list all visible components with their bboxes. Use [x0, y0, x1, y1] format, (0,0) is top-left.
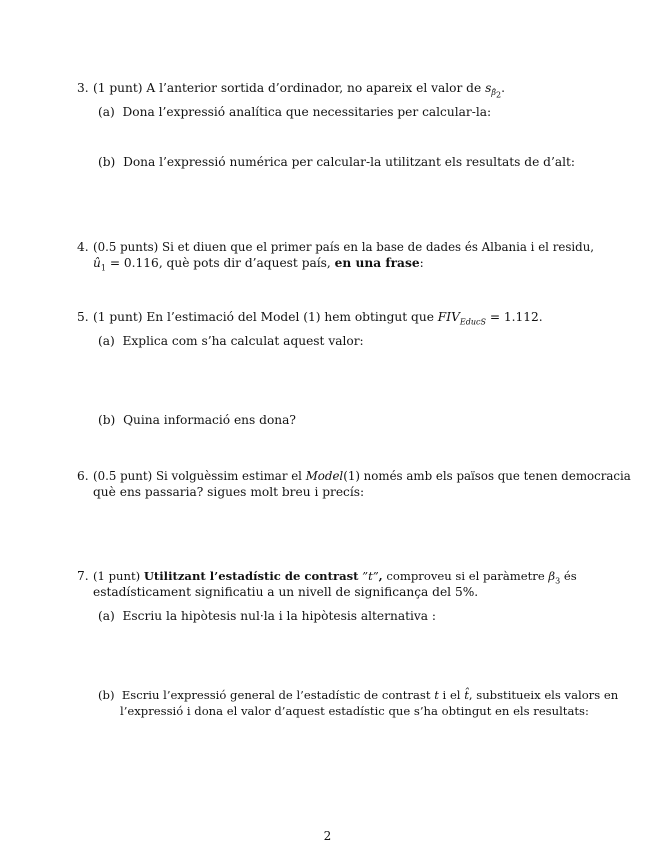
q6-model: Model [305, 469, 344, 483]
q3-number: 3. [77, 81, 89, 95]
q7-b-t: t [434, 688, 439, 702]
q3-statement [93, 81, 505, 101]
q7-number: 7. [77, 569, 89, 583]
q4-uhat: û [93, 256, 101, 270]
q4-line1: (0.5 punts) Si et diuen que el primer país en la base de dades és Albania i el residu, [93, 240, 595, 254]
q7-end: és [560, 569, 577, 583]
q7-b-and: i el [438, 688, 465, 702]
q3-b-label: (b) [98, 155, 116, 169]
q6-prefix: (0.5 punt) Si volguèssim estimar el [93, 469, 306, 483]
q7-b-pre: Escriu l’expressió general de l’estadístic de contrast [121, 688, 435, 702]
q6-number: 6. [77, 469, 89, 483]
q5-a-text: Explica com s’ha calculat aquest valor: [122, 334, 364, 348]
q6-model-arg: (1) [343, 469, 360, 483]
q7-a-text: Escriu la hipòtesis nul·la i la hipòtesis alternativa : [122, 609, 437, 623]
q3-b-text: Dona l’expressió numérica per calcular-la utilitzant els resultats de d’alt: [123, 155, 576, 169]
q7-b-line2: l’expressió i dona el valor d’aquest estadístic que s’ha obtingut en els resultats: [120, 704, 589, 718]
q3-a-text: Dona l’expressió analítica que necessitaries per calcular-la: [122, 105, 492, 119]
q7-b-post: , substitueix els valors en [468, 688, 619, 702]
q7-line1 [93, 569, 577, 584]
q7-mid: comproveu si el paràmetre [382, 569, 549, 583]
q5-a-label: (a) [98, 334, 115, 348]
q7-a [98, 609, 436, 624]
q5-fiv-sub: EducS [459, 317, 486, 327]
q6-suffix: només amb els països que tenen democracia [359, 469, 631, 483]
q3-a-label: (a) [98, 105, 115, 119]
q7-b-that: t̂ [464, 688, 469, 702]
q5-prefix: (1 punt) En l’estimació del Model (1) hem obtingut que [93, 310, 438, 324]
q4-end: : [419, 256, 424, 270]
q7-beta: β [548, 569, 556, 583]
q7-bold-comma: , [378, 569, 383, 583]
q5-b [98, 413, 296, 428]
q7-beta-sub: 3 [555, 576, 561, 586]
q4-line2 [93, 256, 424, 271]
q3-prefix: (1 punt) A l’anterior sortida d’ordinador, no apareix el valor de [93, 81, 486, 95]
q7-line2: estadísticament significatiu a un nivell de significança del 5%. [93, 585, 479, 599]
q4-uhat-sub: 1 [100, 263, 106, 273]
q5-statement [93, 310, 543, 325]
q3-symbol: s [485, 81, 492, 95]
q4-bold: en una frase [334, 256, 420, 270]
q4-eq: = 0.116 [105, 256, 159, 270]
q6-line2: què ens passaria? sigues molt breu i precís: [93, 485, 365, 499]
q7-quote: ”t” [358, 569, 379, 583]
q7-b-line1 [98, 688, 618, 703]
q5-fiv: FIV [437, 310, 460, 324]
q5-number: 5. [77, 310, 89, 324]
q5-a [98, 334, 364, 349]
q4-mid: , què pots dir d’aquest país, [158, 256, 335, 270]
q7-bold: Utilitzant l’estadístic de contrast [143, 569, 359, 583]
q3-a [98, 105, 491, 120]
q3-sub-idx: 2 [495, 91, 502, 101]
q6-line1 [93, 469, 631, 484]
q5-b-text: Quina informació ens dona? [123, 413, 296, 427]
q7-a-label: (a) [98, 609, 115, 623]
q3-suffix: . [501, 81, 505, 95]
q5-b-label: (b) [98, 413, 116, 427]
q7-prefix: (1 punt) [93, 569, 144, 583]
q5-value: = 1.112. [485, 310, 543, 324]
q3-b [98, 155, 575, 170]
page-number: 2 [323, 829, 332, 843]
q3-sub-hat: β̂ [491, 88, 496, 98]
q7-b-label: (b) [98, 688, 115, 702]
q4-number: 4. [77, 240, 89, 254]
